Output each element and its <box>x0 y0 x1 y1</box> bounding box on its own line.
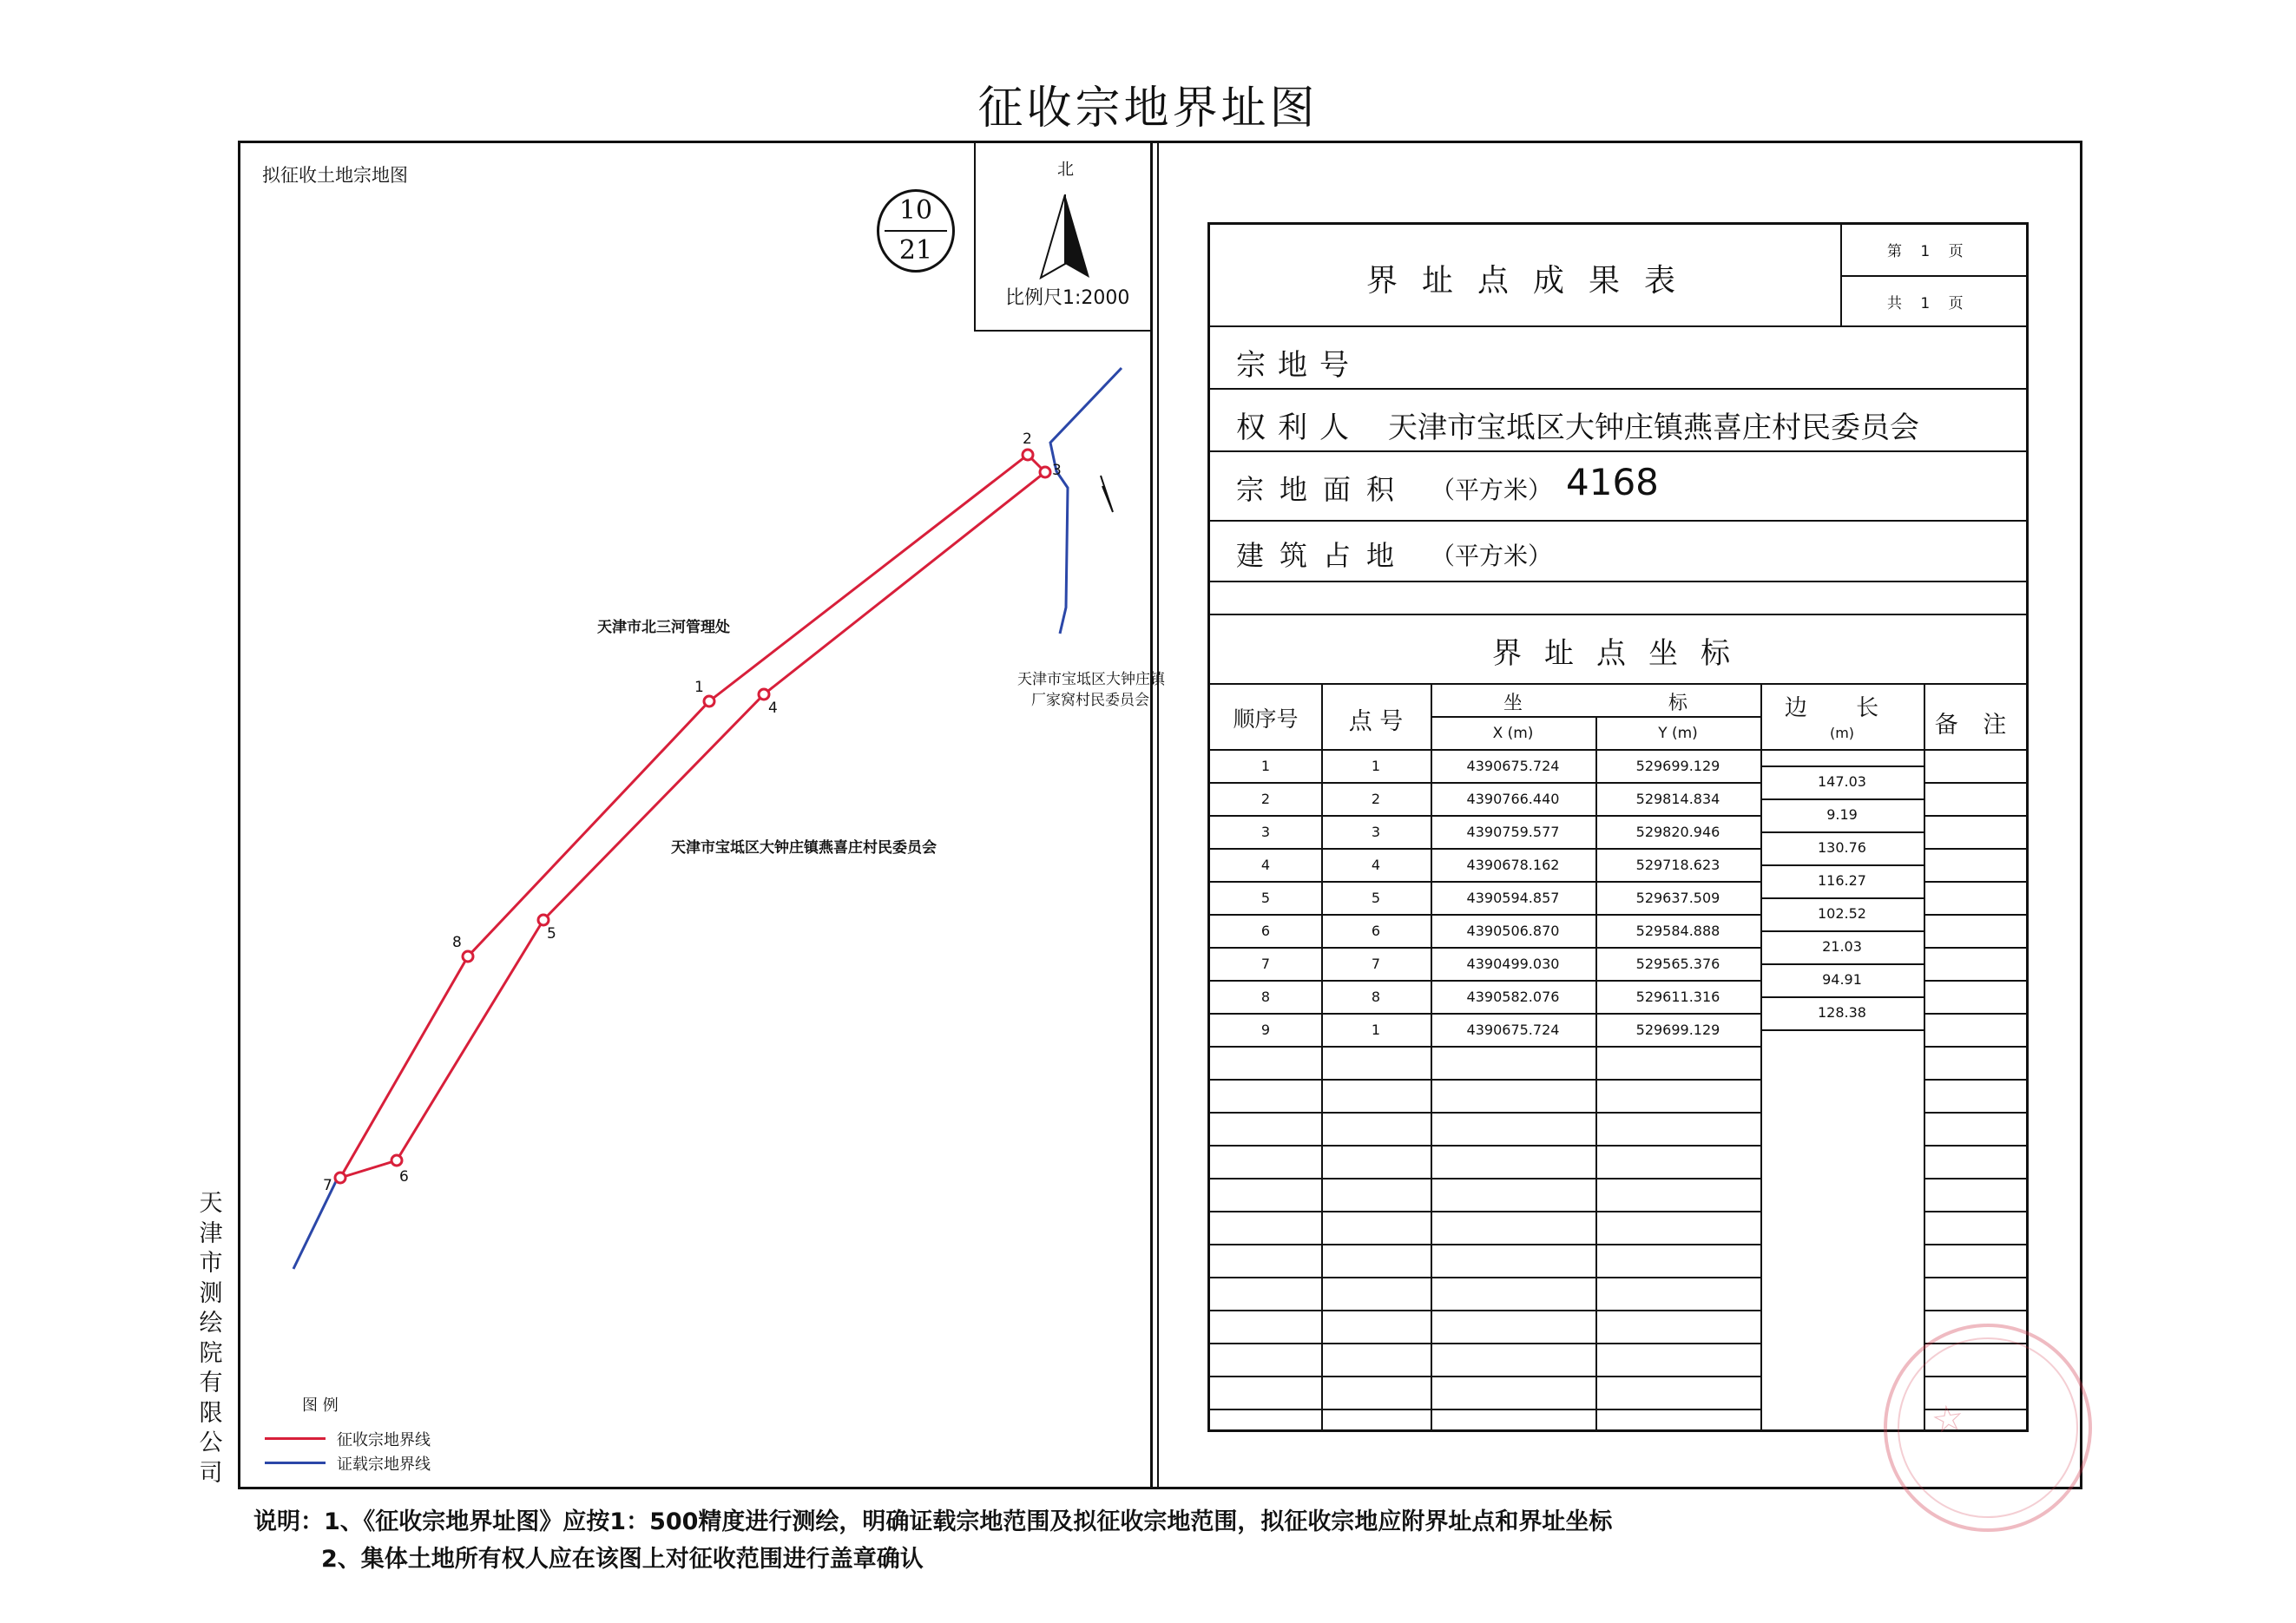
table-cell: 4390582.076 <box>1466 989 1560 1005</box>
edge-line <box>1760 963 1924 965</box>
edge-length: 116.27 <box>1818 872 1866 889</box>
table-cell: 529637.509 <box>1635 890 1720 906</box>
area-unit: （平方米） <box>1431 476 1553 504</box>
row-line <box>1210 1013 1760 1015</box>
area-label: 宗地面积 <box>1236 473 1411 506</box>
row-line <box>1924 815 2026 817</box>
legend-item-blue: 证载宗地界线 <box>337 1455 431 1474</box>
edge-length: 147.03 <box>1818 773 1866 790</box>
sheet-top: 10 <box>898 195 933 226</box>
row-line <box>1210 782 1760 784</box>
table-cell: 6 <box>1260 923 1271 939</box>
row-line <box>1210 1310 1760 1311</box>
place-neighbor-2: 厂家窝村民委员会 <box>1031 692 1149 709</box>
divider <box>1157 141 1159 1489</box>
owner-label: 权利人 <box>1236 411 1361 445</box>
edge-line <box>1760 1029 1924 1031</box>
seal-text: ☆ <box>1928 1395 1967 1442</box>
edge-line <box>1760 864 1924 866</box>
table-cell: 529699.129 <box>1635 1022 1720 1038</box>
table-cell: 4390506.870 <box>1466 923 1560 939</box>
table-cell: 529718.623 <box>1635 857 1720 873</box>
row-line <box>1924 1244 2026 1245</box>
table-cell: 7 <box>1371 956 1381 972</box>
row-line <box>1924 1277 2026 1278</box>
table-cell: 1 <box>1260 758 1271 774</box>
row-line <box>1924 782 2026 784</box>
boundary-point-4 <box>759 689 769 700</box>
boundary-table <box>1207 222 2029 1432</box>
legend-blue-swatch <box>265 1462 326 1464</box>
row-line <box>1210 581 2026 582</box>
edge-length: 128.38 <box>1818 1004 1866 1021</box>
table-title: 界址点成果表 <box>1366 263 1701 299</box>
row-line <box>1210 520 2026 522</box>
row-line <box>1210 749 2026 751</box>
page-total: 共 1 页 <box>1887 295 1970 312</box>
official-seal-inner <box>1898 1337 2078 1518</box>
row-line <box>1210 815 1760 817</box>
table-cell: 3 <box>1371 824 1381 840</box>
point-label-8: 8 <box>452 934 462 951</box>
edge-length: 21.03 <box>1822 938 1862 955</box>
row-line <box>1210 614 2026 615</box>
edge-line <box>1760 930 1924 932</box>
table-cell: 4390759.577 <box>1466 824 1560 840</box>
edge-length: 94.91 <box>1822 971 1862 988</box>
red-boundary-polygon <box>340 455 1045 1178</box>
table-cell: 6 <box>1371 923 1381 939</box>
row-line <box>1210 1211 1760 1212</box>
table-cell: 4390675.724 <box>1466 1022 1560 1038</box>
row-line <box>1210 450 2026 452</box>
row-line <box>1924 848 2026 850</box>
point-label-2: 2 <box>1023 430 1032 448</box>
parcel-map <box>0 0 1155 1493</box>
row-line <box>1210 1046 1760 1048</box>
table-cell: 4390678.162 <box>1466 857 1560 873</box>
edge-line <box>1760 996 1924 998</box>
boundary-point-3 <box>1040 467 1050 477</box>
table-cell: 4 <box>1371 857 1381 873</box>
table-cell: 3 <box>1260 824 1271 840</box>
point-label-5: 5 <box>547 925 556 943</box>
page-number: 第 1 页 <box>1887 243 1970 260</box>
table-cell: 4 <box>1260 857 1271 873</box>
legend-title: 图 例 <box>302 1396 339 1415</box>
point-label-7: 7 <box>323 1177 332 1194</box>
table-cell: 7 <box>1260 956 1271 972</box>
boundary-point-5 <box>538 915 549 925</box>
row-line <box>1210 1343 1760 1344</box>
row-line <box>1210 1244 1760 1245</box>
row-line <box>1210 1409 1760 1410</box>
edge-line <box>1760 798 1924 800</box>
row-line <box>1210 388 2026 390</box>
map-label: 拟征收土地宗地图 <box>262 165 408 186</box>
row-line <box>1210 1277 1760 1278</box>
row-line <box>1924 947 2026 949</box>
table-cell: 1 <box>1371 758 1381 774</box>
header-coord-2: 标 <box>1668 693 1687 714</box>
row-line <box>1924 1112 2026 1114</box>
table-cell: 8 <box>1371 989 1381 1005</box>
header-y: Y (m) <box>1658 725 1698 742</box>
page-title: 征收宗地界址图 <box>977 82 1319 135</box>
col-line <box>1924 683 1925 1429</box>
row-line <box>1210 980 1760 982</box>
coord-title: 界址点坐标 <box>1492 636 1753 671</box>
surveyor-org: 天津市测绘院有限公司 <box>199 1190 223 1487</box>
scale-label: 比例尺1:2000 <box>1005 287 1130 309</box>
row-line <box>1924 1145 2026 1147</box>
row-line <box>1210 914 1760 916</box>
row-line <box>1210 1079 1760 1081</box>
row-line <box>1924 1079 2026 1081</box>
table-cell: 5 <box>1371 890 1381 906</box>
edge-line <box>1760 897 1924 899</box>
row-line <box>1924 1013 2026 1015</box>
table-cell: 5 <box>1260 890 1271 906</box>
header-edge: 边 长 <box>1784 695 1900 721</box>
row-line <box>1924 1310 2026 1311</box>
header-x: X (m) <box>1492 725 1534 742</box>
place-owner: 天津市宝坻区大钟庄镇燕喜庄村民委员会 <box>671 839 937 857</box>
row-line <box>1210 1145 1760 1147</box>
point-label-3: 3 <box>1052 462 1062 479</box>
header-edge-unit: (m) <box>1829 725 1855 741</box>
row-line <box>1431 716 1760 718</box>
edge-line <box>1760 831 1924 833</box>
header-seq: 顺序号 <box>1233 706 1299 732</box>
row-line <box>1210 1178 1760 1179</box>
row-line <box>1924 914 2026 916</box>
legend-item-red: 征收宗地界线 <box>337 1431 431 1449</box>
table-cell: 529565.376 <box>1635 956 1720 972</box>
table-cell: 2 <box>1371 791 1381 807</box>
edge-line <box>1760 766 1924 767</box>
area-value: 4168 <box>1566 461 1659 503</box>
table-cell: 1 <box>1371 1022 1381 1038</box>
table-cell: 529611.316 <box>1635 989 1720 1005</box>
parcel-no-label: 宗地号 <box>1236 348 1361 383</box>
table-cell: 4390499.030 <box>1466 956 1560 972</box>
note-line-1: 说明：1、《征收宗地界址图》应按1：500精度进行测绘，明确证载宗地范围及拟征收宗地范围，拟征收宗地应附界址点和界址坐标 <box>253 1508 1613 1535</box>
sheet-bottom: 21 <box>898 235 933 266</box>
table-cell: 529699.129 <box>1635 758 1720 774</box>
table-cell: 2 <box>1260 791 1271 807</box>
point-label-4: 4 <box>768 700 778 717</box>
boundary-point-1 <box>704 696 714 706</box>
row-line <box>1924 1178 2026 1179</box>
place-neighbor-1: 天津市宝坻区大钟庄镇 <box>1017 671 1165 688</box>
row-line <box>1210 683 2026 685</box>
row-line <box>1210 1376 1760 1377</box>
col-line <box>1760 683 1762 1429</box>
blue-boundary-line <box>1050 368 1122 634</box>
row-line <box>1210 881 1760 883</box>
row-line <box>1210 325 2026 327</box>
row-line <box>1210 1112 1760 1114</box>
building-unit: （平方米） <box>1431 542 1553 570</box>
edge-length: 130.76 <box>1818 839 1866 856</box>
table-cell: 9 <box>1260 1022 1271 1038</box>
table-cell: 529820.946 <box>1635 824 1720 840</box>
table-cell: 4390675.724 <box>1466 758 1560 774</box>
boundary-point-6 <box>391 1155 402 1166</box>
table-cell: 4390766.440 <box>1466 791 1560 807</box>
header-point: 点 号 <box>1348 708 1404 735</box>
boundary-point-8 <box>463 951 473 962</box>
point-label-6: 6 <box>399 1168 409 1186</box>
edge-length: 9.19 <box>1826 806 1858 823</box>
north-label: 北 <box>1057 160 1075 179</box>
place-north-river: 天津市北三河管理处 <box>597 619 730 636</box>
row-line <box>1924 1046 2026 1048</box>
row-line <box>1924 980 2026 982</box>
road-line <box>1101 476 1113 512</box>
boundary-point-7 <box>335 1173 345 1183</box>
edge-length: 102.52 <box>1818 905 1866 922</box>
point-label-1: 1 <box>694 679 704 696</box>
building-label: 建筑占地 <box>1236 539 1411 572</box>
owner-value: 天津市宝坻区大钟庄镇燕喜庄村民委员会 <box>1388 411 1919 445</box>
legend-red-swatch <box>265 1437 326 1440</box>
row-line <box>1210 947 1760 949</box>
table-cell: 529814.834 <box>1635 791 1720 807</box>
notes <box>253 1503 1612 1578</box>
row-line <box>1210 848 1760 850</box>
header-coord-1: 坐 <box>1503 693 1523 714</box>
boundary-point-2 <box>1023 450 1033 460</box>
row-line <box>1924 881 2026 883</box>
header-divider <box>1840 275 2026 277</box>
table-cell: 8 <box>1260 989 1271 1005</box>
header-note: 备 注 <box>1934 712 2016 739</box>
note-line-2: 2、集体土地所有权人应在该图上对征收范围进行盖章确认 <box>321 1546 924 1573</box>
table-cell: 529584.888 <box>1635 923 1720 939</box>
table-cell: 4390594.857 <box>1466 890 1560 906</box>
row-line <box>1924 1211 2026 1212</box>
